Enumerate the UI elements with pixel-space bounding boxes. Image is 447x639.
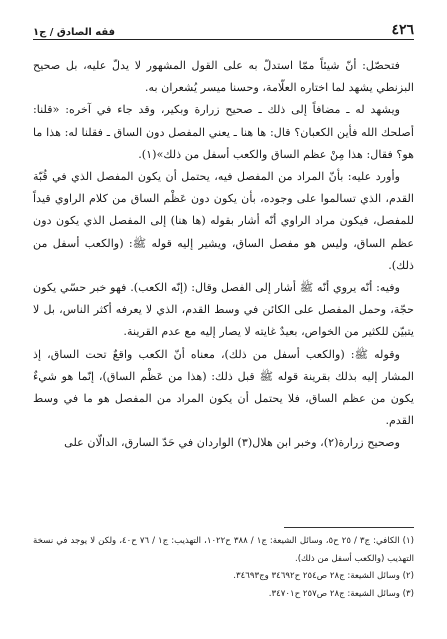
running-title: فقه الصادق / ج١ <box>33 27 116 38</box>
footnote: (١) الكافي: ج٣ / ٢٥ ح٥، وسائل الشيعة: ج١ / ٣٨٨ ح١٠٢٢، التهذيب: ج١ / ٧٦ ح٤٠، ولكن لا يوجد في نسخة التهذيب (والكعب أسفل من ذلك). <box>33 536 415 564</box>
paragraph: فتحصّل: أنّ شيئاً ممّا استدلّ به على القول المشهور لا يدلّ عليه، بل صحيح البزنطي يشهد لما اختاره العلّامة، وحسنا ميسر يُشعران به. <box>33 59 414 95</box>
paragraph: وفيه: أنّه يروي أنّه ﷺ أشار إلى الفصل وقال: (إنّه الكعب). فهو خبر حسّي يكون حجّة، وحمل المفصل على الكائن في وسط القدم، الذي لا يعرفه أكثر الناس، بل لا يتبيّن للكثير من الخواص، بعيدٌ غايته لا يصار إليه مع عدم القرينة. <box>33 281 414 339</box>
page-header <box>33 16 414 38</box>
paragraph: ويشهد له ـ مضافاً إلى ذلك ـ صحيح زرارة وبكير، وقد جاء في آخره: «قلنا: أصلحك الله فأين الكعبان؟ قال: ها هنا ـ يعني المفصل دون الساق ـ فقلنا له: هذا ما هو؟ فقال: هذا مِنْ عظم الساق والكعب أسفل من ذلك»(١). <box>33 103 414 161</box>
footnote-rule <box>284 527 414 528</box>
header-rule <box>33 39 414 40</box>
main-text <box>33 55 414 455</box>
footnote: (٣) وسائل الشيعة: ج٢٨ ص٢٥٧ ح٣٤٧٠١. <box>268 588 414 599</box>
page-number: ٤٢٦ <box>391 22 414 38</box>
paragraph: وقوله ﷺ: (والكعب أسفل من ذلك)، معناه أنّ الكعب واقعٌ تحت الساق، إذ المشار إليه بذلك بقرينة قوله ﷺ قبل ذلك: (هذا من عَظْم الساق)، إنّما هو شيءٌ يكون من عظم الساق، فلا يحتمل أن يكون المراد من المفصل هو ما في وسط القدم. <box>33 347 414 428</box>
footnote: (٢) وسائل الشيعة: ج٢٨ ص٢٥٤ ح٣٤٦٩٢ وج٣٤٦٩٣. <box>233 571 414 581</box>
footnotes <box>33 533 414 603</box>
paragraph: وصحيح زرارة(٢)، وخبر ابن هلال(٣) الواردان في حَدّ السارق، الدالّان على <box>64 436 400 450</box>
paragraph: وأورد عليه: بأنّ المراد من المفصل فيه، يحتمل أن يكون المفصل الذي في قُبّة القدم، الذي تسالموا على وجوده، بأن يكون دون عَظْم الساق من كلام الراوي قيداً للمفصل، فيكون مراد الراوي أنّه أشار بقوله (ها هنا) إلى المفصل الذي يكون دون عظم الساق، وليس هو مفصل الساق، ويشير إليه قوله ﷺ: (والكعب أسفل من ذلك). <box>33 170 414 272</box>
